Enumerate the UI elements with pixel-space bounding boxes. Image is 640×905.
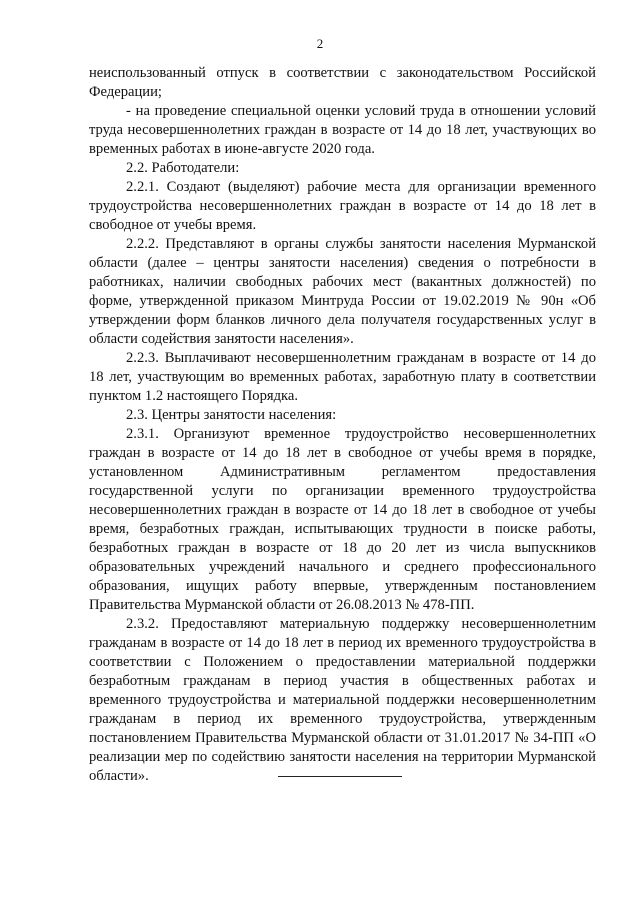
paragraph-working-conditions-assessment: - на проведение специальной оценки условий труда в отношении условий труда несовершеннолетних граждан в возрасте от 14 до 18 лет, участвующих во временных работах в июне-августе 2020 года.: [89, 103, 596, 157]
paragraph-2-3-2: 2.3.2. Предоставляют материальную поддержку несовершеннолетним гражданам в возрасте от 14 до 18 лет в период их временного трудоустройства в соответствии с Положением о предоставлении материальной поддержки безработным гражданам в период участия в общественных работах и временного трудоустройства и материальной поддержки несовершеннолетним гражданам в период их временного трудоустройства, утвержденным постановлением Правительства Мурманской области от 31.01.2017 № 34-ПП «О реализации мер по содействию занятости населения на территории Мурманской области».: [89, 616, 596, 784]
paragraph-2-2-1: 2.2.1. Создают (выделяют) рабочие места для организации временного трудоустройства несовершеннолетних граждан в возрасте от 14 до 18 лет в свободное от учебы время.: [89, 179, 596, 233]
paragraph-section-2-3-heading: 2.3. Центры занятости населения:: [126, 407, 337, 423]
paragraph-2-3-1: 2.3.1. Организуют временное трудоустройство несовершеннолетних граждан в возрасте от 14 до 18 лет в свободное от учебы время в порядке, установленном Административным регламентом предоставления государственной услуги по организации временного трудоустройства несовершеннолетних граждан в возрасте от 14 до 18 лет в свободное от учебы время, безработных граждан, испытывающих трудности в поиске работы, безработных граждан в возрасте от 18 до 20 лет из числа выпускников образовательных учреждений начального и среднего профессионального образования, ищущих работу впервые, утвержденным постановлением Правительства Мурманской области от 26.08.2013 № 478-ПП.: [89, 426, 596, 613]
paragraph-2-2-3: 2.2.3. Выплачивают несовершеннолетним гражданам в возрасте от 14 до 18 лет, участвующим во временных работах, заработную плату в соответствии пунктом 1.2 настоящего Порядка.: [89, 350, 596, 404]
paragraph-vacation-continuation: неиспользованный отпуск в соответствии с законодательством Российской Федерации;: [89, 65, 596, 100]
paragraph-2-2-2: 2.2.2. Представляют в органы службы занятости населения Мурманской области (далее – центры занятости населения) сведения о потребности в работниках, наличии свободных рабочих мест (вакантных должностей) по форме, утвержденной приказом Минтруда России от 19.02.2019 № 90н «Об утверждении форм бланков личного дела получателя государственных услуг в области содействия занятости населения».: [89, 236, 596, 347]
page-number: 2: [316, 36, 324, 51]
paragraph-section-2-2-heading: 2.2. Работодатели:: [126, 160, 240, 176]
end-of-document-rule: [278, 776, 402, 777]
document-body: [89, 64, 596, 786]
